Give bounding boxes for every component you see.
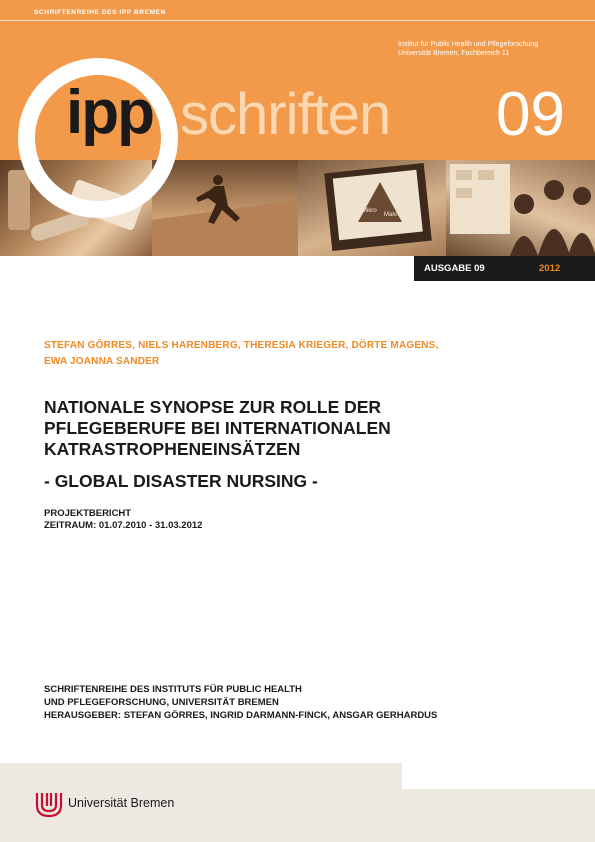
photo-presentation — [298, 160, 446, 256]
photo-label-right: Makro — [384, 212, 401, 218]
photo-group — [446, 160, 595, 256]
university-logo-icon — [34, 789, 64, 819]
institute-info — [398, 40, 538, 58]
logo-schriften: schriften — [180, 82, 391, 147]
institute-line-2: Universität Bremen, Fachbereich 11 — [398, 50, 510, 57]
group-illustration — [446, 160, 595, 256]
report-info — [44, 508, 202, 532]
report-period: ZEITRAUM: 01.07.2010 - 31.03.2012 — [44, 520, 203, 531]
issue-label: AUSGABE 09 — [424, 263, 485, 274]
publisher-line-2: UND PFLEGEFORSCHUNG, UNIVERSITÄT BREMEN — [44, 697, 279, 708]
header-divider — [0, 20, 595, 21]
logo-ipp: ipp — [66, 78, 153, 147]
institute-line-1: Institut für Public Health und Pflegeforschung — [398, 41, 539, 48]
title-line-1: NATIONALE SYNOPSE ZUR ROLLE DER — [44, 397, 382, 417]
photo-runner — [152, 160, 298, 256]
issue-number: 09 — [496, 80, 565, 149]
document-subtitle: - GLOBAL DISASTER NURSING - — [44, 471, 318, 491]
authors-line-1: STEFAN GÖRRES, NIELS HARENBERG, THERESIA KRIEGER, DÖRTE MAGENS, — [44, 340, 439, 351]
publisher-line-1: SCHRIFTENREIHE DES INSTITUTS FÜR PUBLIC HEALTH — [44, 684, 302, 695]
report-type: PROJEKTBERICHT — [44, 508, 132, 519]
runner-illustration — [152, 160, 298, 256]
authors — [44, 338, 564, 370]
presentation-illustration — [298, 160, 446, 256]
university-name: Universität Bremen — [68, 796, 175, 810]
publisher-info — [44, 683, 437, 722]
title-line-3: KATRASTROPHENEINSÄTZEN — [44, 439, 301, 459]
photo-label-left: Mikro — [362, 208, 377, 214]
publisher-line-3: HERAUSGEBER: STEFAN GÖRRES, INGRID DARMANN-FINCK, ANSGAR GERHARDUS — [44, 710, 438, 721]
document-title — [44, 397, 564, 460]
authors-line-2: EWA JOANNA SANDER — [44, 356, 160, 367]
issue-year: 2012 — [539, 263, 561, 274]
series-label: SCHRIFTENREIHE DES IPP BREMEN — [34, 9, 166, 16]
title-line-2: PFLEGEBERUFE BEI INTERNATIONALEN — [44, 418, 391, 438]
footer-notch — [402, 763, 595, 789]
